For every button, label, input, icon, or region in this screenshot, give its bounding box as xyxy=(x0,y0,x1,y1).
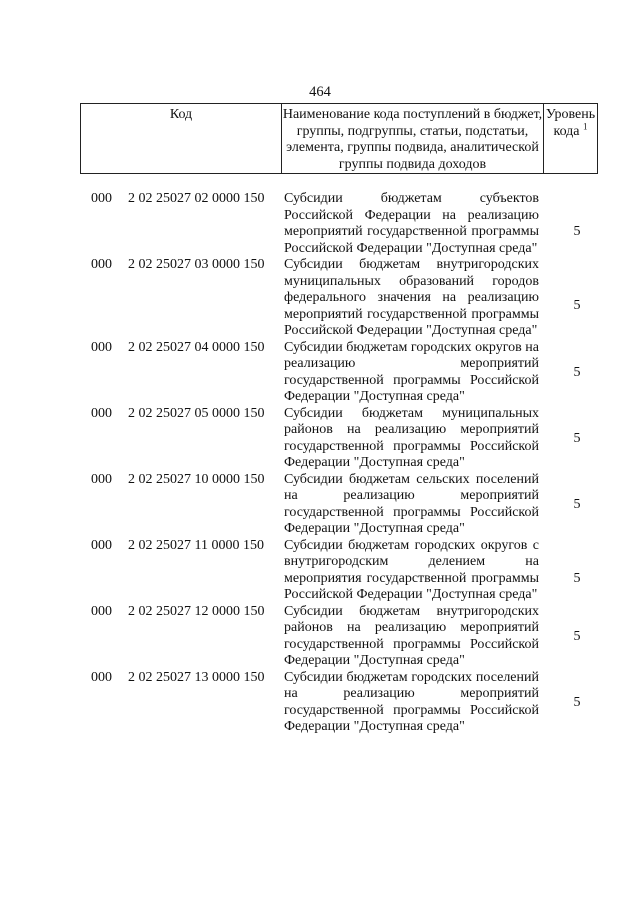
row-prefix: 000 xyxy=(91,669,112,685)
row-level: 5 xyxy=(573,570,581,586)
row-code: 2 02 25027 13 0000 150 xyxy=(128,669,265,685)
header-code: Код xyxy=(81,104,282,174)
row-level: 5 xyxy=(573,496,581,512)
row-level: 5 xyxy=(573,430,581,446)
row-code: 2 02 25027 04 0000 150 xyxy=(128,339,265,355)
row-level: 5 xyxy=(573,364,581,380)
row-code: 2 02 25027 11 0000 150 xyxy=(128,537,264,553)
header-name: Наименование кода поступлений в бюджет, группы, подгруппы, статьи, подстатьи, элемента, группы подвида, аналитической группы подвида доходов xyxy=(282,104,544,174)
row-name: Субсидии бюджетам городских поселений на реализацию мероприятий государственной программы Российской Федерации "Доступная среда" xyxy=(284,669,539,734)
row-name: Субсидии бюджетам внутригородских районов на реализацию мероприятий государственной программы Российской Федерации "Доступная среда" xyxy=(284,603,539,668)
row-prefix: 000 xyxy=(91,257,112,272)
row-code: 2 02 25027 05 0000 150 xyxy=(128,405,265,421)
row-prefix: 000 xyxy=(91,191,112,206)
table-row xyxy=(0,406,640,472)
row-code: 2 02 25027 02 0000 150 xyxy=(128,191,265,206)
row-name: Субсидии бюджетам сельских поселений на реализацию мероприятий государственной программы Российской Федерации "Доступная среда" xyxy=(284,471,539,536)
row-level: 5 xyxy=(573,628,581,644)
table-row xyxy=(0,340,640,406)
row-prefix: 000 xyxy=(91,603,112,619)
row-name: Субсидии бюджетам городских округов на реализацию мероприятий государственной программы Российской Федерации "Доступная среда" xyxy=(284,339,539,404)
table-row xyxy=(0,604,640,670)
row-code: 2 02 25027 12 0000 150 xyxy=(128,603,265,619)
row-name: Субсидии бюджетам городских округов с внутригородским делением на мероприятия государственной программы Российской Федерации "Доступная среда" xyxy=(284,537,539,602)
table-row xyxy=(0,538,640,604)
row-code: 2 02 25027 03 0000 150 xyxy=(128,257,265,272)
row-level: 5 xyxy=(573,694,581,710)
row-code: 2 02 25027 10 0000 150 xyxy=(128,471,265,487)
row-level: 5 xyxy=(573,298,581,313)
header-level xyxy=(544,104,598,174)
row-name: Субсидии бюджетам внутригородских муниципальных образований городов федерального значения на реализацию мероприятий государственной программы Российской Федерации "Доступная среда" xyxy=(284,257,539,338)
table-header xyxy=(80,103,598,174)
table-row xyxy=(0,257,640,340)
row-level: 5 xyxy=(573,224,581,239)
row-prefix: 000 xyxy=(91,405,112,421)
row-prefix: 000 xyxy=(91,339,112,355)
table-row xyxy=(0,191,640,257)
footnote-marker: 1 xyxy=(583,120,588,131)
page-number: 464 xyxy=(309,84,331,100)
header-level-label: Уровень кода xyxy=(545,107,596,139)
row-name: Субсидии бюджетам субъектов Российской Федерации на реализацию мероприятий государственной программы Российской Федерации "Доступная среда" xyxy=(284,191,539,256)
table-body xyxy=(0,191,640,736)
row-name: Субсидии бюджетам муниципальных районов на реализацию мероприятий государственной программы Российской Федерации "Доступная среда" xyxy=(284,405,539,470)
row-prefix: 000 xyxy=(91,471,112,487)
row-prefix: 000 xyxy=(91,537,112,553)
table-row xyxy=(0,472,640,538)
table-row xyxy=(0,670,640,736)
